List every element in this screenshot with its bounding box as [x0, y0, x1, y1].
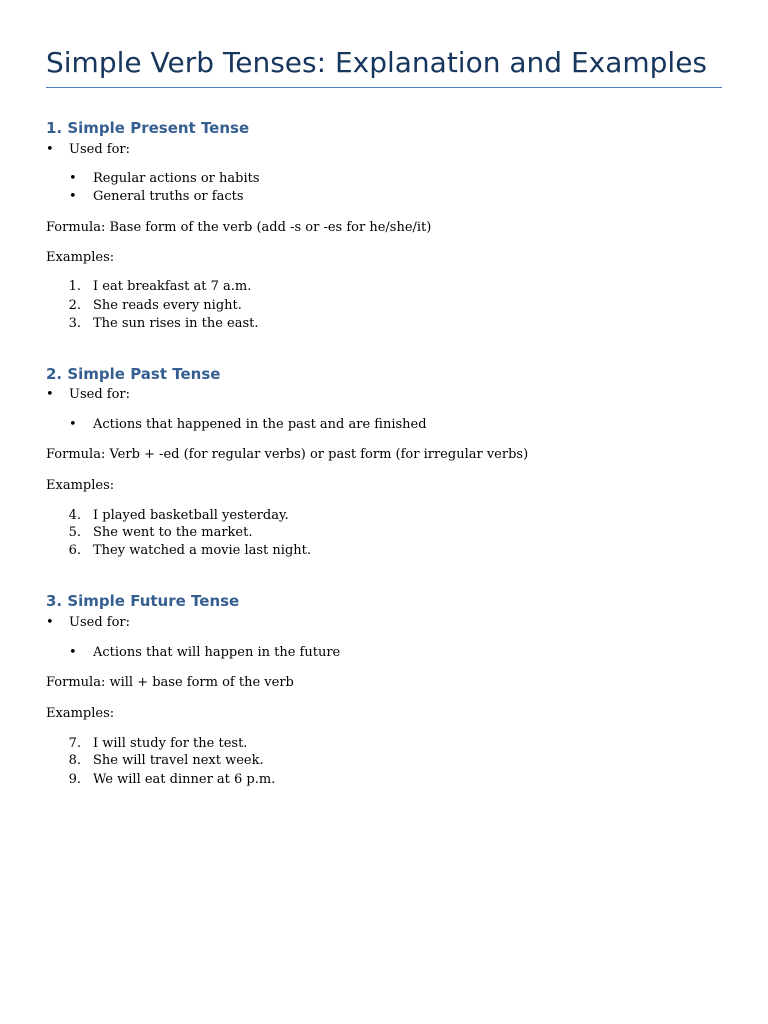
- bullet-icon: •: [46, 615, 54, 630]
- example-text: She will travel next week.: [93, 753, 264, 768]
- example-number: 4.: [68, 508, 81, 523]
- example-number: 6.: [68, 543, 81, 558]
- section-heading: 1. Simple Present Tense: [46, 119, 250, 137]
- use-text: Regular actions or habits: [93, 171, 260, 186]
- example-text: She reads every night.: [93, 298, 242, 313]
- used-for-label: Used for:: [69, 387, 131, 402]
- example-number: 7.: [68, 736, 81, 751]
- example-number: 1.: [68, 279, 81, 294]
- use-text: General truths or facts: [93, 189, 244, 204]
- used-for-label: Used for:: [69, 142, 131, 157]
- formula-text: Formula: Verb + -ed (for regular verbs) or past form (for irregular verbs): [46, 447, 529, 462]
- example-number: 3.: [68, 316, 81, 331]
- example-text: I played basketball yesterday.: [93, 508, 289, 523]
- example-text: I will study for the test.: [93, 736, 248, 751]
- document-title: Simple Verb Tenses: Explanation and Examples: [46, 46, 708, 79]
- bullet-icon: •: [69, 417, 77, 432]
- formula-text: Formula: Base form of the verb (add -s or -es for he/she/it): [46, 220, 432, 235]
- examples-label: Examples:: [46, 706, 115, 721]
- example-text: They watched a movie last night.: [93, 543, 311, 558]
- example-text: The sun rises in the east.: [93, 316, 259, 331]
- bullet-icon: •: [69, 171, 77, 186]
- formula-text: Formula: will + base form of the verb: [46, 675, 294, 690]
- section-heading: 2. Simple Past Tense: [46, 365, 221, 383]
- used-for-label: Used for:: [69, 615, 131, 630]
- bullet-icon: •: [46, 387, 54, 402]
- section-heading: 3. Simple Future Tense: [46, 592, 240, 610]
- title-underline: [46, 87, 722, 88]
- example-text: We will eat dinner at 6 p.m.: [93, 772, 276, 787]
- example-number: 8.: [68, 753, 81, 768]
- example-text: I eat breakfast at 7 a.m.: [93, 279, 252, 294]
- use-text: Actions that happened in the past and are finished: [93, 417, 427, 432]
- bullet-icon: •: [69, 189, 77, 204]
- examples-label: Examples:: [46, 250, 115, 265]
- example-text: She went to the market.: [93, 525, 253, 540]
- example-number: 5.: [68, 525, 81, 540]
- bullet-icon: •: [69, 645, 77, 660]
- use-text: Actions that will happen in the future: [93, 645, 341, 660]
- example-number: 2.: [68, 298, 81, 313]
- bullet-icon: •: [46, 142, 54, 157]
- example-number: 9.: [68, 772, 81, 787]
- examples-label: Examples:: [46, 478, 115, 493]
